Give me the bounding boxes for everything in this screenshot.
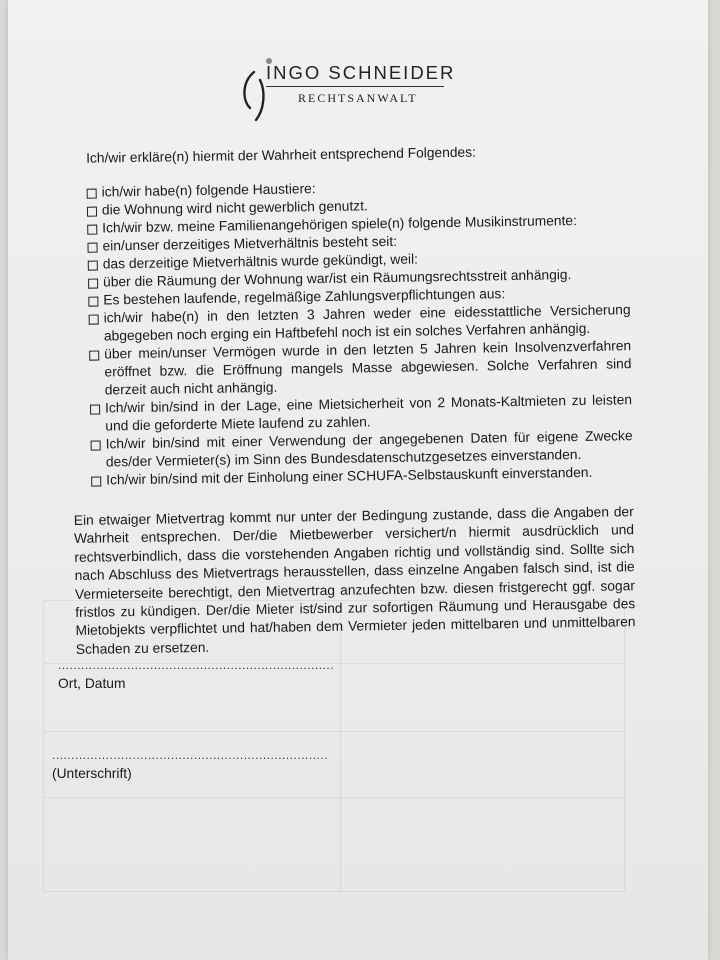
list-item-text: ich/wir habe(n) in den letzten 3 Jahren weder eine eidesstattliche Versicherung abgegeben noch erging ein Haftbefehl noch ist ein solches Verfahren anhängig. xyxy=(103,302,631,344)
checkbox[interactable] xyxy=(87,243,97,253)
list-item-text: Ich/wir bin/sind in der Lage, eine Mietsicherheit von 2 Monats-Kaltmieten zu leisten und die geforderte Miete laufend zu zahlen. xyxy=(104,392,633,434)
list-item-text: Ich/wir bin/sind mit der Einholung einer SCHUFA-Selbstauskunft einverstanden. xyxy=(106,464,593,488)
declaration-intro: Ich/wir erkläre(n) hiermit der Wahrheit entsprechend Folgendes: xyxy=(86,144,477,166)
checkbox[interactable] xyxy=(87,225,97,235)
signature-block xyxy=(52,748,352,781)
declaration-body xyxy=(68,141,636,659)
letterhead-logo xyxy=(236,48,456,128)
checkbox[interactable] xyxy=(88,261,98,271)
place-date-block xyxy=(58,658,358,691)
signature-line[interactable]: ........................................................................ xyxy=(52,748,329,762)
checkbox[interactable] xyxy=(89,315,99,325)
closing-paragraph: Ein etwaiger Mietvertrag kommt nur unter der Bedingung zustande, dass die Angaben der Wahrheit entsprechen. Der/die Mietbewerber versichert/n hiermit ausdrücklich und rechtsverbindlich, dass die vorstehenden Angaben richtig und vollständig sind. Sollte sich nach Abschluss des Mietvertrags herausstellen, dass einzelne Angaben falsch sind, ist die Vermieterseite berechtigt, den Mietvertrag anzufechten bzw. diesen fristgerecht ggf. sogar fristlos zu kündigen. Der/die Mieter ist/sind zur sofortigen Räumung und Herausgabe des Mietobjekts verpflichtet und hat/haben dem Vermieter jeden mittelbaren und unmittelbaren Schaden zu ersetzen. xyxy=(73,504,636,657)
place-date-line[interactable]: ........................................................................ xyxy=(58,658,335,672)
checkbox[interactable] xyxy=(91,441,101,451)
place-date-label: Ort, Datum xyxy=(58,676,126,691)
checkbox[interactable] xyxy=(89,351,99,361)
lawyer-title: RECHTSANWALT xyxy=(298,91,418,105)
signature-label: (Unterschrift) xyxy=(52,766,132,781)
checkbox[interactable] xyxy=(87,189,97,199)
checkbox[interactable] xyxy=(88,279,98,289)
list-item-text: Ich/wir bin/sind mit einer Verwendung der angegebenen Daten für eigene Zwecke des/der Vermieter(s) im Sinn des Bundesdatenschutzgesetzes einverstanden. xyxy=(105,428,633,470)
checkbox[interactable] xyxy=(87,207,97,217)
lawyer-name: INGO SCHNEIDER xyxy=(266,62,456,83)
checkbox[interactable] xyxy=(91,477,101,487)
list-item xyxy=(71,337,632,400)
list-item-text: Ich/wir bzw. meine Familienangehörigen spiele(n) folgende Musikinstrumente: xyxy=(102,213,577,236)
document-page xyxy=(8,0,708,960)
list-item-text: Es bestehen laufende, regelmäßige Zahlungsverpflichtungen aus: xyxy=(103,286,506,308)
letterhead-rule xyxy=(266,86,444,87)
list-item-text: die Wohnung wird nicht gewerblich genutzt. xyxy=(101,198,368,218)
list-item-text: über mein/unser Vermögen wurde in den letzten 5 Jahren kein Insolvenzverfahren eröffnet bzw. die Eröffnung mangels Masse abgewiesen. Solche Verfahren sind derzeit auch nicht anhängig. xyxy=(104,338,632,398)
checkbox[interactable] xyxy=(88,297,98,307)
declaration-list xyxy=(69,175,634,490)
list-item-text: ein/unser derzeitiges Mietverhältnis besteht seit: xyxy=(102,233,398,254)
list-item-text: das derzeitige Mietverhältnis wurde gekündigt, weil: xyxy=(102,251,419,272)
list-item-text: über die Räumung der Wohnung war/ist ein Räumungsrechtsstreit anhängig. xyxy=(102,267,572,290)
list-item-text: ich/wir habe(n) folgende Haustiere: xyxy=(101,181,316,200)
checkbox[interactable] xyxy=(90,405,100,415)
